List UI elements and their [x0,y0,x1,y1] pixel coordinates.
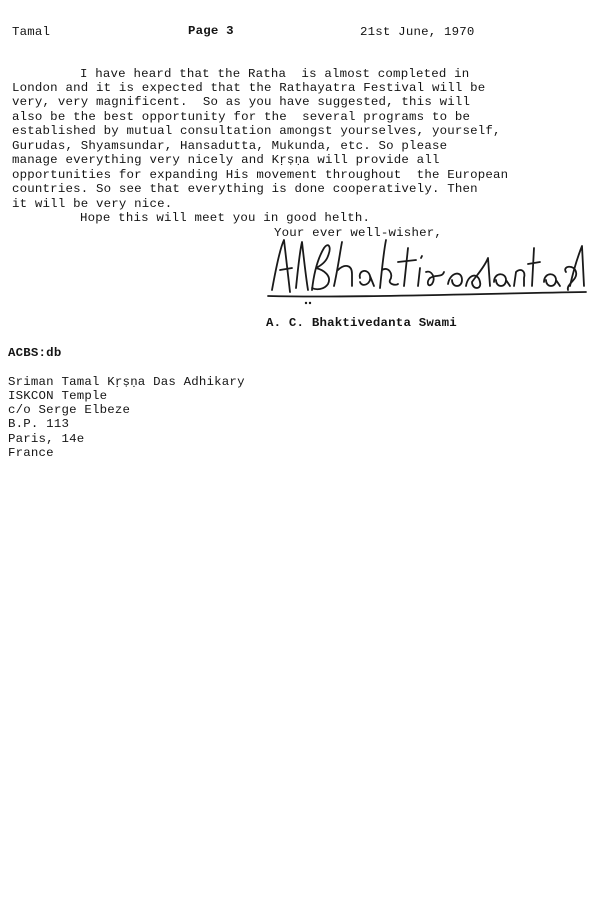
address-line: c/o Serge Elbeze [8,403,131,417]
address-line: B.P. 113 [8,417,70,431]
header-page-number: Page 3 [188,24,234,38]
address-line: France [8,446,54,460]
address-line: Paris, 14e [8,432,85,446]
body-line: countries. So see that everything is done cooperatively. Then [12,182,478,196]
body-line: also be the best opportunity for the several programs to be [12,110,471,124]
reference-initials: ACBS:db [8,346,62,360]
closing-salutation: Your ever well-wisher, [274,226,442,240]
signature-image [266,228,588,308]
sender-name: A. C. Bhaktivedanta Swami [266,316,457,330]
body-line: it will be very nice. [12,197,173,211]
body-line: Hope this will meet you in good helth. [80,211,371,225]
body-line: Gurudas, Shyamsundar, Hansadutta, Mukunda, etc. So please [12,139,448,153]
body-line: London and it is expected that the Rathayatra Festival will be [12,81,486,95]
body-line: established by mutual consultation amongst yourselves, yourself, [12,124,501,138]
body-line: opportunities for expanding His movement throughout the European [12,168,509,182]
body-line: very, very magnificent. So as you have suggested, this will [12,95,471,109]
body-line: manage everything very nicely and Kṛṣṇa will provide all [12,153,440,167]
address-line: Sriman Tamal Kṛṣṇa Das Adhikary [8,375,245,389]
header-date: 21st June, 1970 [360,25,475,39]
body-line: I have heard that the Ratha is almost completed in [80,67,470,81]
address-line: ISKCON Temple [8,389,108,403]
header-recipient: Tamal [12,25,51,39]
